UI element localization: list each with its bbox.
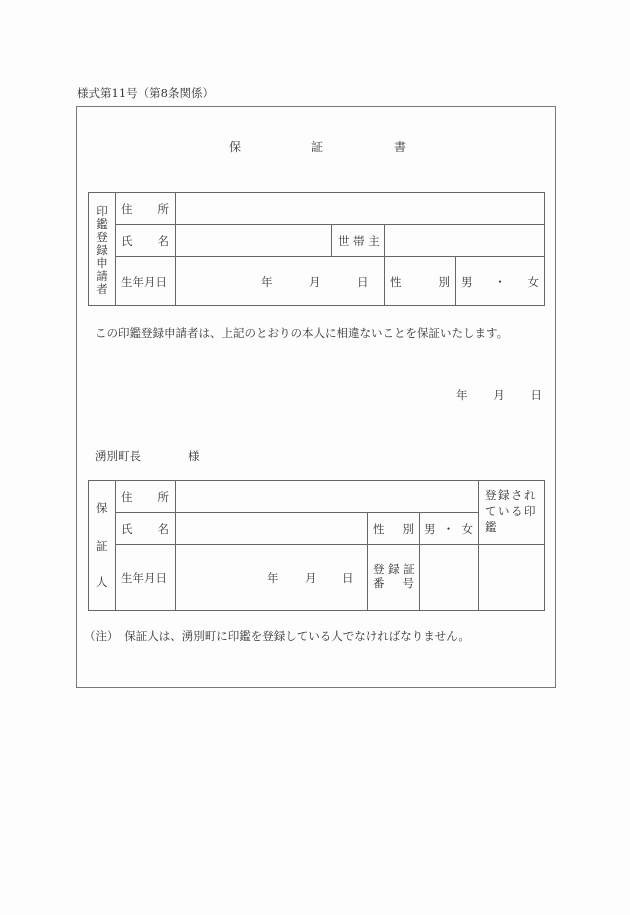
householder-field[interactable]: [385, 225, 544, 256]
guarantor-address-field[interactable]: [176, 481, 478, 512]
title-char-3: 書: [394, 140, 407, 154]
applicant-birthdate-field[interactable]: [176, 257, 384, 305]
guarantor-gender-male[interactable]: 男: [424, 522, 436, 536]
form-number: 様式第11号（第8条関係）: [77, 86, 214, 100]
guarantor-birth-year-unit: 年: [267, 571, 279, 585]
note: （注） 保証人は、湧別町に印鑑を登録している人でなければなりません。: [84, 629, 470, 643]
applicant-section-label: 印 鑑 登 録 申 請 者: [96, 204, 108, 296]
guarantor-birth-day-unit: 日: [342, 571, 354, 585]
applicant-birthdate-label: 生年月日: [121, 275, 167, 289]
applicant-gender-label: 性 別: [390, 275, 450, 289]
guarantor-section-char-1: 保: [96, 501, 108, 515]
gender-female[interactable]: 女: [527, 275, 539, 289]
applicant-address-field[interactable]: [176, 193, 544, 224]
registration-cert-number-field[interactable]: [420, 545, 478, 610]
registered-seal-field[interactable]: [479, 545, 544, 610]
guarantor-gender-female[interactable]: 女: [461, 522, 473, 536]
guarantor-gender-separator: ・: [442, 522, 455, 536]
guarantor-birth-month-unit: 月: [305, 571, 317, 585]
registration-cert-number-label: 登 録 証 番 号: [373, 562, 415, 590]
applicant-name-label: 氏 名: [121, 234, 169, 248]
applicant-birth-month-unit: 月: [309, 275, 321, 289]
applicant-birth-day-unit: 日: [357, 275, 369, 289]
applicant-birth-year-unit: 年: [261, 275, 273, 289]
guarantor-section-char-2: 証: [96, 539, 108, 553]
guarantor-gender-options[interactable]: [424, 521, 473, 537]
guarantor-name-field[interactable]: [176, 513, 367, 544]
guarantor-birthdate-label: 生年月日: [121, 571, 167, 585]
applicant-name-field[interactable]: [176, 225, 331, 256]
guarantor-gender-label: 性 別: [373, 522, 414, 536]
applicant-gender-options[interactable]: [461, 274, 539, 290]
registered-seal-label: 登録され ている印 鑑: [485, 488, 537, 534]
applicant-address-label: 住 所: [121, 202, 169, 216]
title-char-2: 証: [311, 140, 324, 154]
guarantor-section-char-3: 人: [96, 575, 108, 589]
guarantee-statement: この印鑑登録申請者は、上記のとおりの本人に相違ないことを保証いたします。: [95, 326, 509, 340]
honorific: 様: [188, 449, 200, 463]
guarantor-birthdate-field[interactable]: [176, 545, 367, 610]
title-char-1: 保: [229, 140, 242, 154]
addressee: 湧別町長: [95, 449, 141, 463]
guarantee-date[interactable]: 年 月 日: [456, 388, 542, 402]
gender-male[interactable]: 男: [461, 275, 473, 289]
gender-separator: ・: [494, 275, 506, 289]
guarantor-address-label: 住 所: [121, 490, 169, 504]
guarantor-name-label: 氏 名: [121, 522, 169, 536]
householder-label: 世 帯 主: [338, 234, 380, 248]
